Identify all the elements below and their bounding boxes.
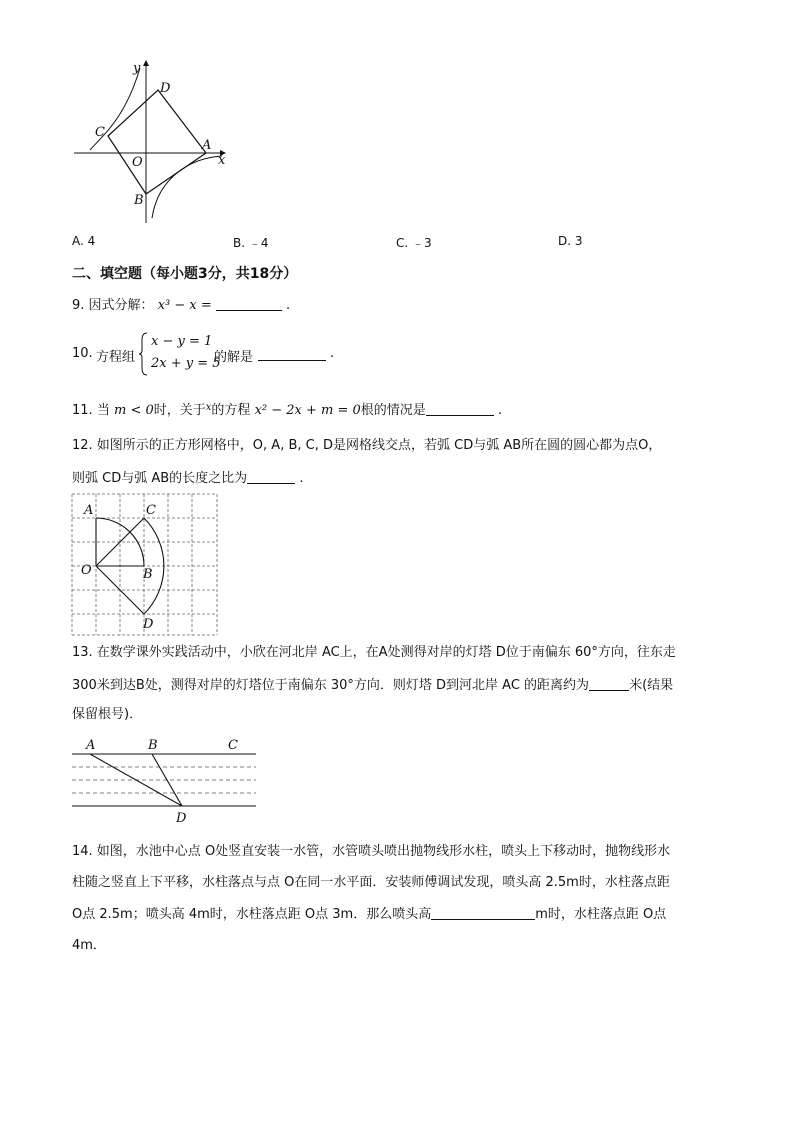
question-14-line-1: 14. 如图，水池中心点 O处竖直安装一水管，水管喷头喷出抛物线形水柱，喷头上下移动时，抛物线形水 bbox=[72, 844, 671, 859]
label-a: A bbox=[84, 503, 94, 518]
q13-text: 300米到达B处，测得对岸的灯塔位于南偏东 30°方向．则灯塔 D到河北岸 AC 的距离约为 bbox=[72, 678, 590, 693]
q9-period: . bbox=[286, 298, 291, 313]
question-9 bbox=[72, 296, 290, 315]
q9-answer-blank[interactable] bbox=[216, 296, 282, 311]
q13-text-2: 米(结果 bbox=[629, 678, 674, 693]
question-14-line-4: 4m． bbox=[72, 938, 106, 953]
q11-period: . bbox=[497, 403, 503, 418]
label-b: B bbox=[148, 738, 158, 753]
q10-number: 10. bbox=[72, 346, 93, 361]
label-a: A bbox=[202, 138, 212, 153]
q11-text-3: 的方程 bbox=[211, 403, 251, 418]
q14-answer-blank[interactable] bbox=[431, 905, 535, 920]
section-heading: 二、填空题（每小题3分，共18分） bbox=[72, 266, 298, 282]
q10-equation-1: x − y = 1 bbox=[151, 334, 213, 349]
q12-period: . bbox=[299, 471, 304, 486]
q12-text: 则弧 CD与弧 AB的长度之比为 bbox=[72, 471, 248, 486]
choice-a: A. 4 bbox=[72, 234, 96, 248]
q11-text-4: 根的情况是 bbox=[360, 403, 426, 418]
square-abcd bbox=[108, 90, 206, 194]
label-b: B bbox=[134, 193, 144, 208]
question-13-line-1: 13. 在数学课外实践活动中，小欣在河北岸 AC上，在A处测得对岸的灯塔 D位于南偏东 60°方向，往东走 bbox=[72, 645, 676, 660]
q9-expression: x³ − x = bbox=[157, 298, 212, 313]
q11-equation: x² − 2x + m = 0 bbox=[254, 403, 361, 418]
figure-grid-arcs bbox=[70, 492, 222, 638]
q9-number: 9. bbox=[72, 298, 85, 313]
q10-text-2: 的解是 bbox=[214, 350, 254, 365]
label-o: O bbox=[132, 155, 143, 170]
label-b: B bbox=[143, 567, 153, 582]
choice-b: B. ﹣4 bbox=[233, 236, 269, 250]
label-o: O bbox=[81, 563, 92, 578]
label-d: D bbox=[143, 617, 154, 632]
question-12-line-1: 12. 如图所示的正方形网格中，O, A, B, C, D是网格线交点，若弧 CD与弧 AB所在圆的圆心都为点O， bbox=[72, 438, 662, 453]
label-c: C bbox=[146, 503, 156, 518]
question-12-line-2 bbox=[72, 469, 303, 488]
q14-text: O点 2.5m；喷头高 4m时，水柱落点距 O点 3m．那么喷头高 bbox=[72, 907, 432, 922]
q11-text-1: 当 bbox=[96, 403, 110, 418]
label-c: C bbox=[95, 125, 105, 140]
label-c: C bbox=[228, 738, 238, 753]
q11-number: 11. bbox=[72, 403, 93, 418]
q11-condition: m < 0 bbox=[113, 403, 154, 418]
label-y: y bbox=[133, 61, 141, 76]
question-13-line-3: 保留根号)． bbox=[72, 707, 143, 722]
question-14-line-3 bbox=[72, 905, 666, 924]
q10-period: . bbox=[330, 346, 335, 361]
label-x: x bbox=[218, 153, 226, 168]
q14-text-2: m时，水柱落点距 O点 bbox=[535, 907, 667, 922]
q10-text: 方程组 bbox=[96, 350, 136, 365]
q10-answer-blank[interactable] bbox=[258, 346, 326, 361]
q11-variable: x bbox=[205, 402, 212, 413]
q10-equation-2: 2x + y = 5 bbox=[151, 356, 221, 371]
label-d: D bbox=[176, 811, 187, 826]
q11-text-2: 时，关于 bbox=[153, 403, 206, 418]
label-d: D bbox=[160, 81, 171, 96]
question-14-line-2: 柱随之竖直上下平移，水柱落点与点 O在同一水平面．安装师傅调试发现，喷头高 2.5m时，水柱落点距 bbox=[72, 875, 670, 890]
figure-coordinate-square bbox=[70, 58, 240, 226]
q13-answer-blank[interactable] bbox=[589, 676, 629, 691]
question-11 bbox=[72, 399, 502, 420]
label-a: A bbox=[86, 738, 96, 753]
q9-text: 因式分解： bbox=[88, 298, 154, 313]
q12-answer-blank[interactable] bbox=[247, 469, 295, 484]
q11-answer-blank[interactable] bbox=[426, 401, 494, 416]
question-13-line-2 bbox=[72, 676, 673, 695]
figure-river bbox=[70, 734, 260, 826]
choice-c: C. ﹣3 bbox=[396, 236, 432, 250]
choice-d: D. 3 bbox=[558, 234, 583, 248]
q10-brace bbox=[138, 332, 148, 376]
